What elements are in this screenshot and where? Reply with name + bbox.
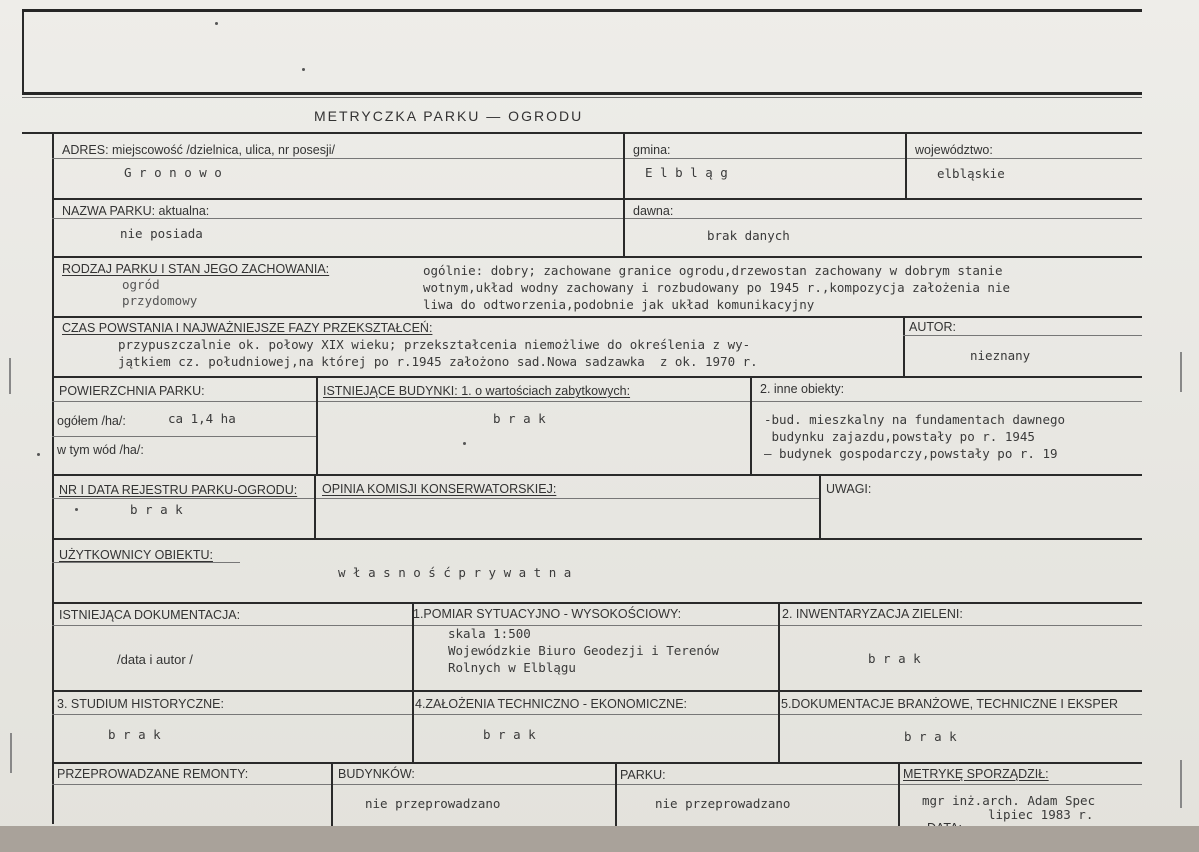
row2-top-line	[52, 198, 1142, 200]
row6-div-2	[819, 474, 821, 538]
row9-top-line	[52, 690, 1142, 692]
repairs-park-label: PARKU:	[620, 768, 666, 782]
park-name-value: nie posiada	[120, 226, 203, 241]
address-label: ADRES: miejscowość /dzielnica, ulica, nr posesji/	[62, 143, 336, 157]
row10-div-1	[331, 762, 333, 826]
prepared-date-value: lipiec 1983 r.	[988, 807, 1094, 822]
gmina-value: E l b l ą g	[645, 165, 728, 180]
row3-top-line	[52, 256, 1142, 258]
prepared-by-value: mgr inż.arch. Adam Spec	[922, 793, 1096, 808]
author-label: AUTOR:	[909, 320, 956, 334]
row2-div	[623, 198, 625, 256]
form-top-line	[22, 132, 1142, 134]
row9-div-2	[778, 690, 780, 762]
form-left-border	[52, 132, 54, 824]
park-name-label: NAZWA PARKU: aktualna:	[62, 204, 210, 218]
speck	[463, 442, 466, 445]
row1-div-2	[905, 132, 907, 198]
other-objects-label: 2. inne obiekty:	[760, 382, 845, 396]
row1-label-line	[52, 158, 1142, 159]
former-name-value: brak danych	[707, 228, 790, 243]
speck	[75, 508, 78, 511]
historic-buildings-label: ISTNIEJĄCE BUDYNKI: 1. o wartościach zabytkowych:	[323, 384, 631, 398]
row5-label-line	[52, 401, 1142, 402]
area-label: POWIERZCHNIA PARKU:	[59, 384, 205, 398]
prepared-by-label: METRYKĘ SPORZĄDZIŁ:	[903, 767, 1049, 781]
gmina-label: gmina:	[633, 143, 671, 157]
row8-div-2	[778, 602, 780, 690]
row8-top-line	[52, 602, 1142, 604]
branch-docs-value: b r a k	[904, 729, 957, 744]
users-label: UŻYTKOWNICY OBIEKTU:	[59, 548, 213, 562]
repairs-buildings-label: BUDYNKÓW:	[338, 767, 415, 781]
margin-mark	[9, 358, 11, 394]
row5-div-1	[316, 376, 318, 474]
row6-div-1	[314, 474, 316, 538]
speck	[215, 22, 218, 25]
repairs-buildings-value: nie przeprowadzano	[365, 796, 501, 811]
row4-top-line	[52, 316, 1142, 318]
historic-buildings-value: b r a k	[493, 411, 546, 426]
row9-label-line	[52, 714, 1142, 715]
row4-div	[903, 316, 905, 376]
creation-time-label: CZAS POWSTANIA I NAJWAŻNIEJSZE FAZY PRZEKSZTAŁCEŃ:	[62, 321, 433, 335]
row9-div-1	[412, 690, 414, 762]
opinion-label: OPINIA KOMISJI KONSERWATORSKIEJ:	[322, 482, 557, 496]
inventory-label: 2. INWENTARYZACJA ZIELENI:	[782, 607, 963, 621]
row10-label-line	[52, 784, 1142, 785]
address-value: G r o n o w o	[124, 165, 222, 180]
header-rule	[22, 92, 1142, 95]
row6-label-line	[52, 498, 820, 499]
area-split-line	[52, 436, 316, 437]
former-name-label: dawna:	[633, 204, 674, 218]
repairs-park-value: nie przeprowadzano	[655, 796, 791, 811]
row10-div-3	[898, 762, 900, 826]
register-value: b r a k	[130, 502, 183, 517]
park-state-text: ogólnie: dobry; zachowane granice ogrodu,drzewostan zachowany w dobrym stanie wotnym,układ wodny zachowany i rozbudowany po 1945 r.,kompozycja założenia nie liwa do odtworzenia,podobnie jak układ komunikacyjny	[423, 263, 1010, 312]
row1-div-1	[623, 132, 625, 198]
tech-econ-label: 4.ZAŁOŻENIA TECHNICZNO - EKONOMICZNE:	[415, 697, 688, 711]
other-objects-text: -bud. mieszkalny na fundamentach dawnego budynku zajazdu,powstały po r. 1945 – budynek gospodarczy,powstały po r. 19	[764, 412, 1066, 461]
tech-econ-value: b r a k	[483, 727, 536, 742]
header-rule-thin	[22, 97, 1142, 98]
documentation-hint: /data i autor /	[117, 652, 193, 667]
repairs-label: PRZEPROWADZANE REMONTY:	[57, 767, 249, 781]
users-value: w ł a s n o ś ć p r y w a t n a	[338, 565, 572, 580]
left-margin-line-top	[22, 12, 24, 92]
author-label-line	[903, 335, 1142, 336]
historical-study-label: 3. STUDIUM HISTORYCZNE:	[57, 697, 224, 711]
remarks-label: UWAGI:	[826, 482, 872, 496]
inventory-value: b r a k	[868, 651, 921, 666]
top-rule	[22, 9, 1142, 12]
park-type-label: RODZAJ PARKU I STAN JEGO ZACHOWANIA:	[62, 262, 330, 276]
row6-top-line	[52, 474, 1142, 476]
documentation-label: ISTNIEJĄCA DOKUMENTACJA:	[59, 608, 241, 622]
park-type-value-2: przydomowy	[122, 293, 198, 308]
margin-mark	[1180, 760, 1182, 808]
creation-time-text: przypuszczalnie ok. połowy XIX wieku; przekształcenia niemożliwe do określenia z wy- jątkiem cz. południowej,na której po r.1945 założono sad.Nowa sadzawka z ok. 1970 r.	[118, 337, 758, 369]
survey-label: 1.POMIAR SYTUACYJNO - WYSOKOŚCIOWY:	[413, 607, 682, 621]
register-label: NR I DATA REJESTRU PARKU-OGRODU:	[59, 483, 298, 497]
survey-text: skala 1:500 Wojewódzkie Biuro Geodezji i Terenów Rolnych w Elblągu	[448, 626, 719, 675]
voivodeship-value: elbląskie	[937, 166, 1005, 181]
row7-top-line	[52, 538, 1142, 540]
area-total-value: ca 1,4 ha	[168, 411, 236, 426]
bottom-edge	[0, 826, 1199, 852]
document-title: METRYCZKA PARKU — OGRODU	[314, 108, 584, 124]
area-total-label: ogółem /ha/:	[57, 414, 126, 428]
park-type-value-1: ogród	[122, 277, 160, 292]
margin-mark	[1180, 352, 1182, 392]
row10-div-2	[615, 762, 617, 826]
historical-study-value: b r a k	[108, 727, 161, 742]
row10-top-line	[52, 762, 1142, 764]
branch-docs-label: 5.DOKUMENTACJE BRANŻOWE, TECHNICZNE I EKSPER	[781, 697, 1119, 711]
voivodeship-label: województwo:	[915, 143, 993, 157]
row2-label-line	[52, 218, 1142, 219]
speck	[302, 68, 305, 71]
row5-top-line	[52, 376, 1142, 378]
speck	[37, 453, 40, 456]
water-area-label: w tym wód /ha/:	[57, 443, 144, 457]
margin-mark	[10, 733, 12, 773]
row7-label-line	[52, 562, 240, 563]
row5-div-2	[750, 376, 752, 474]
author-value: nieznany	[970, 348, 1031, 363]
